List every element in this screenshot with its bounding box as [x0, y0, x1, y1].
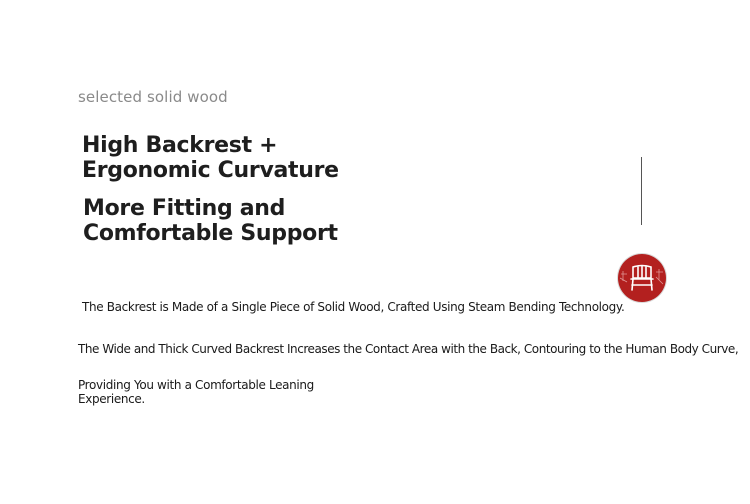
- chair-seal-icon: [618, 254, 666, 302]
- headline-support: More Fitting and Comfortable Support: [83, 196, 338, 246]
- brand-badge: [618, 254, 666, 302]
- vertical-divider: [641, 157, 642, 225]
- body-text-contact-area: The Wide and Thick Curved Backrest Increases the Contact Area with the Back, Contouring to the Human Body Curve,: [78, 342, 739, 356]
- tagline: selected solid wood: [78, 88, 228, 106]
- body-text-comfort: Providing You with a Comfortable Leaning Experience.: [78, 378, 314, 406]
- body-text-backrest: The Backrest is Made of a Single Piece of Solid Wood, Crafted Using Steam Bending Technology.: [82, 300, 625, 314]
- headline-ergonomic: High Backrest + Ergonomic Curvature: [82, 133, 339, 183]
